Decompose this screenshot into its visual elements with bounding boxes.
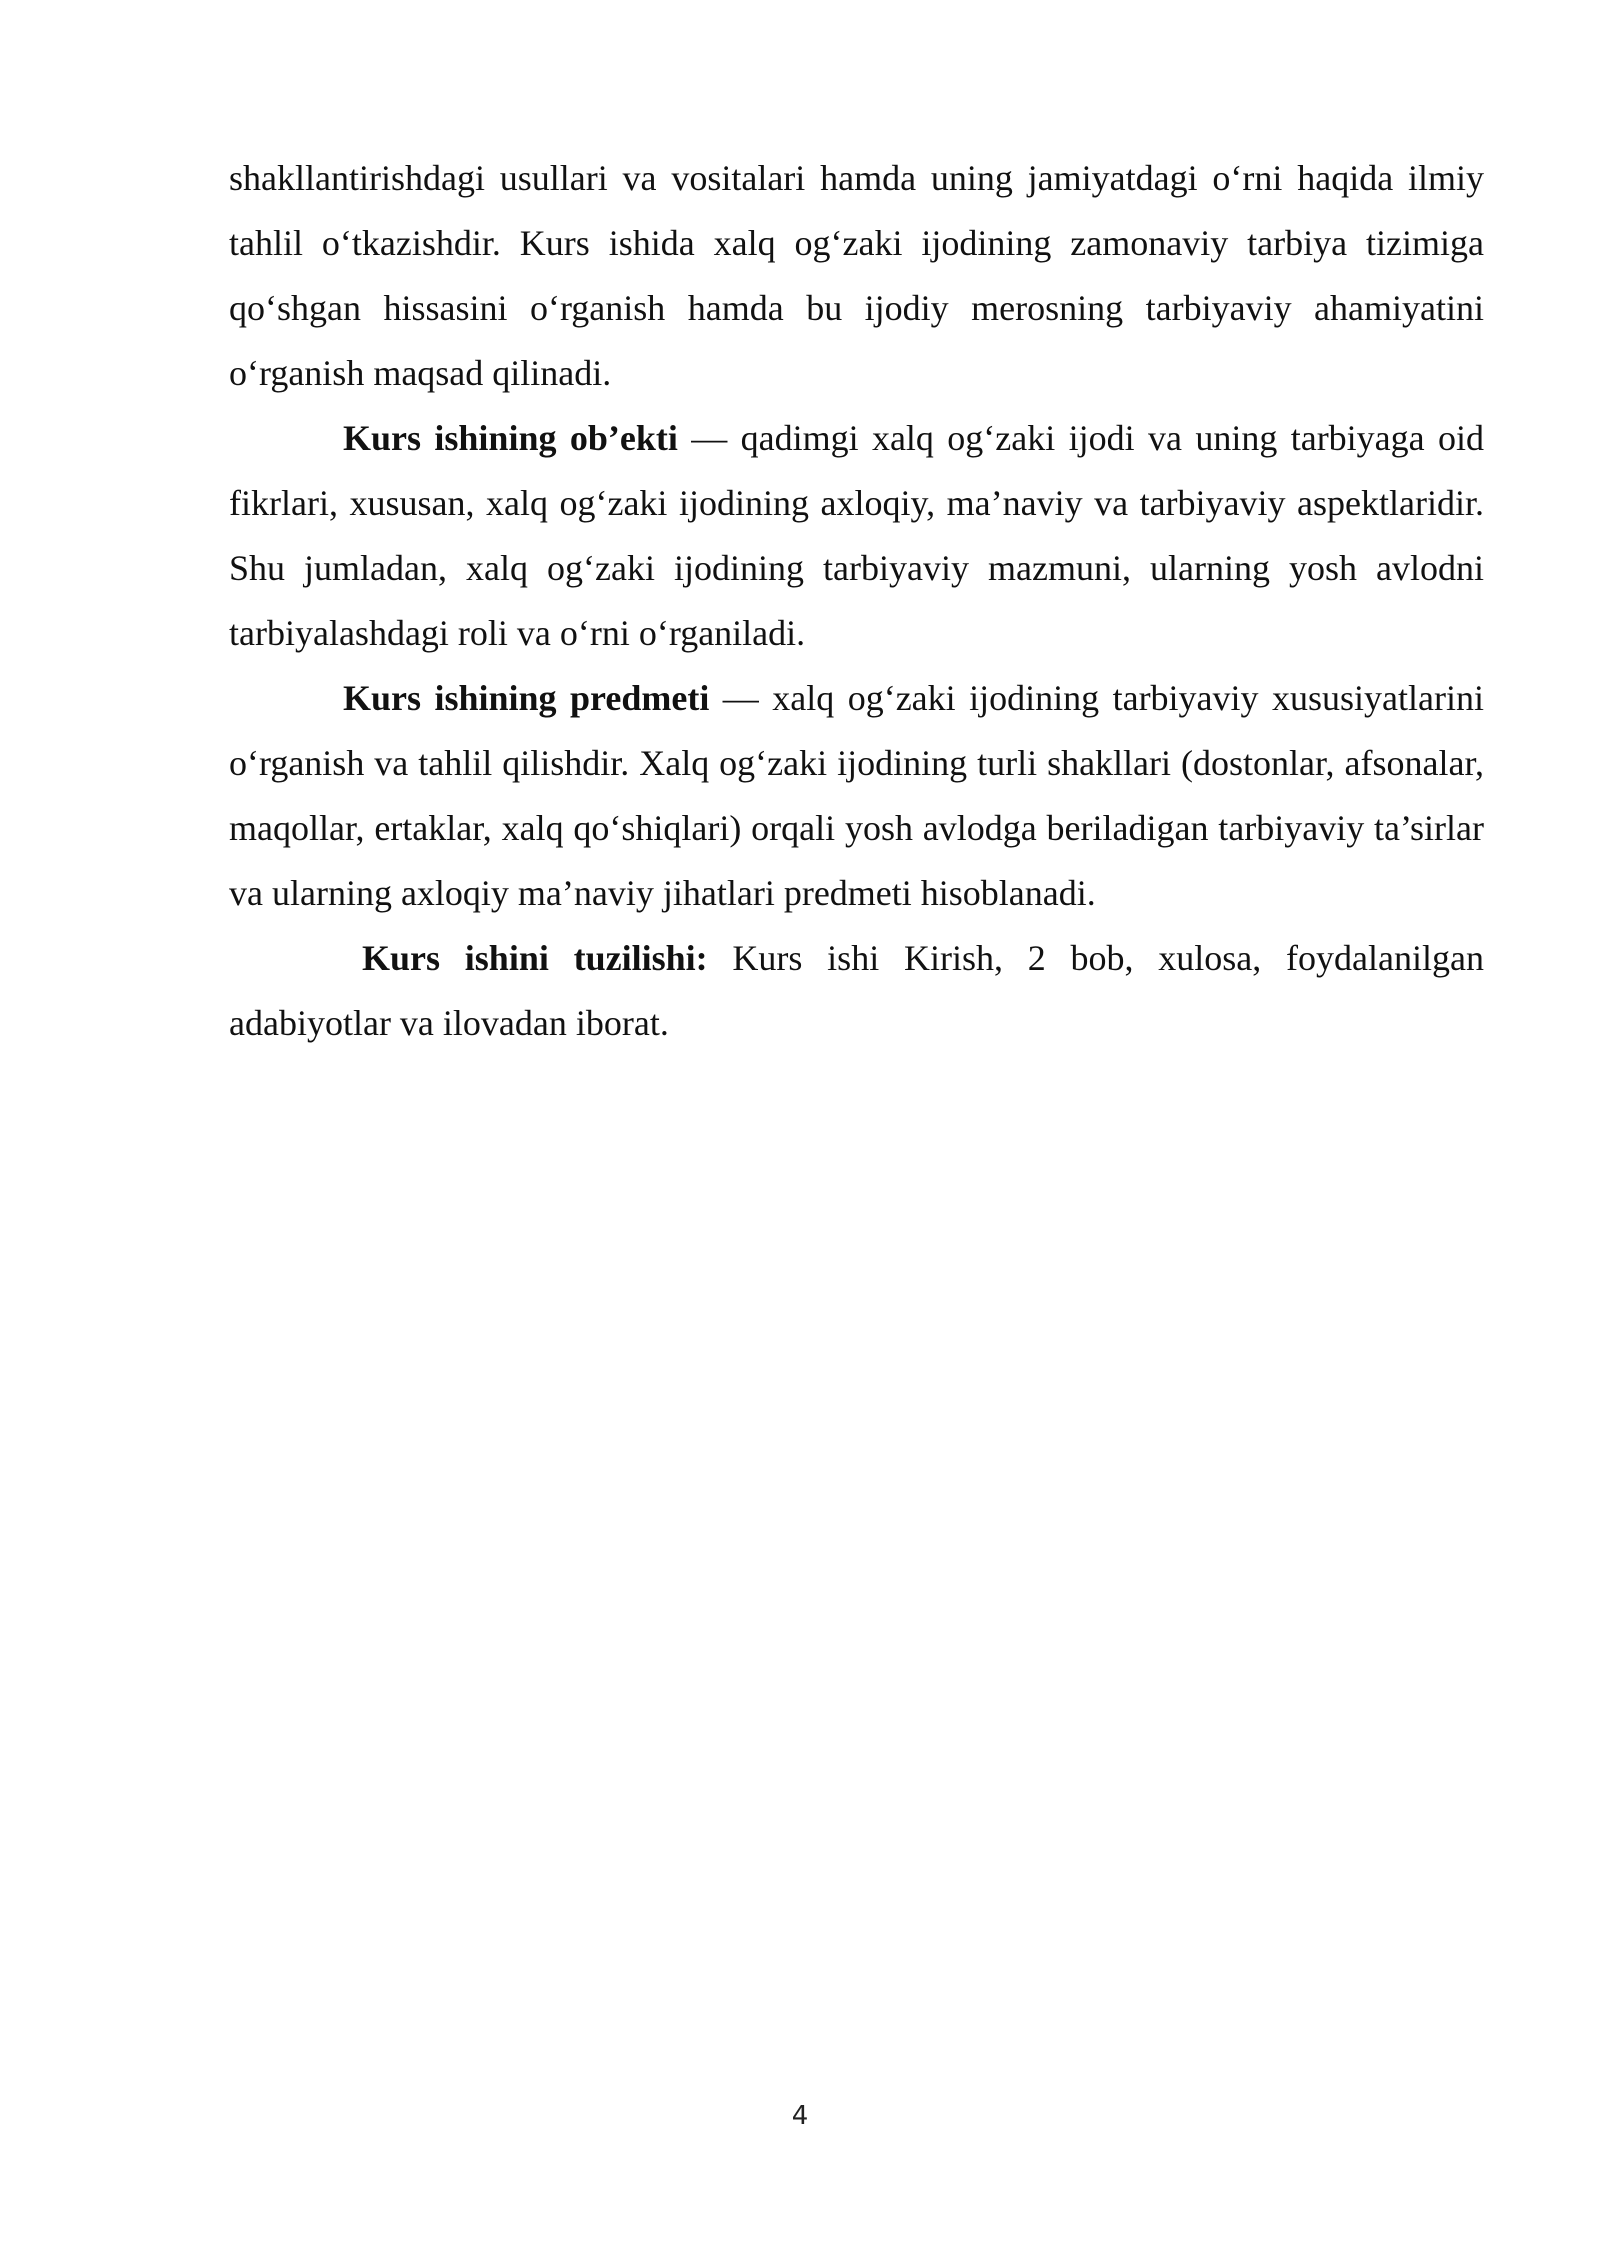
paragraph-subject-heading: Kurs ishining predmeti xyxy=(343,678,710,718)
paragraph-intro-text: shakllantirishdagi usullari va vositalari hamda uning jamiyatdagi o‘rni haqida ilmiy tahlil o‘tkazishdir. Kurs ishida xalq og‘zaki ijodining zamonaviy tarbiya tizimiga qo‘shgan hissasini o‘rganish hamda bu ijodiy merosning tarbiyaviy ahamiyatini o‘rganish maqsad qilinadi. xyxy=(229,158,1484,393)
paragraph-subject xyxy=(229,666,1484,926)
body-text xyxy=(229,146,1484,1056)
paragraph-object-heading: Kurs ishining ob’ekti xyxy=(343,418,678,458)
paragraph-structure xyxy=(229,926,1484,1056)
paragraph-subject-text: — xalq og‘zaki ijodining tarbiyaviy xususiyatlarini o‘rganish va tahlil qilishdir. Xalq og‘zaki ijodining turli shakllari (dostonlar, afsonalar, maqollar, ertaklar, xalq qo‘shiqlari) orqali yosh avlodga beriladigan tarbiyaviy ta’sirlar va ularning axloqiy ma’naviy jihatlari predmeti hisoblanadi. xyxy=(229,678,1484,913)
page-number: 4 xyxy=(791,2101,809,2131)
paragraph-structure-text: Kurs ishi Kirish, 2 bob, xulosa, foydalanilgan adabiyotlar va ilovadan iborat. xyxy=(229,938,1484,1043)
paragraph-intro xyxy=(229,146,1484,406)
paragraph-object-text: — qadimgi xalq og‘zaki ijodi va uning tarbiyaga oid fikrlari, xususan, xalq og‘zaki ijodining axloqiy, ma’naviy va tarbiyaviy aspektlaridir. Shu jumladan, xalq og‘zaki ijodining tarbiyaviy mazmuni, ularning yosh avlodni tarbiyalashdagi roli va o‘rni o‘rganiladi. xyxy=(229,418,1485,653)
paragraph-object xyxy=(229,406,1484,666)
paragraph-structure-heading: Kurs ishini tuzilishi: xyxy=(362,938,708,978)
